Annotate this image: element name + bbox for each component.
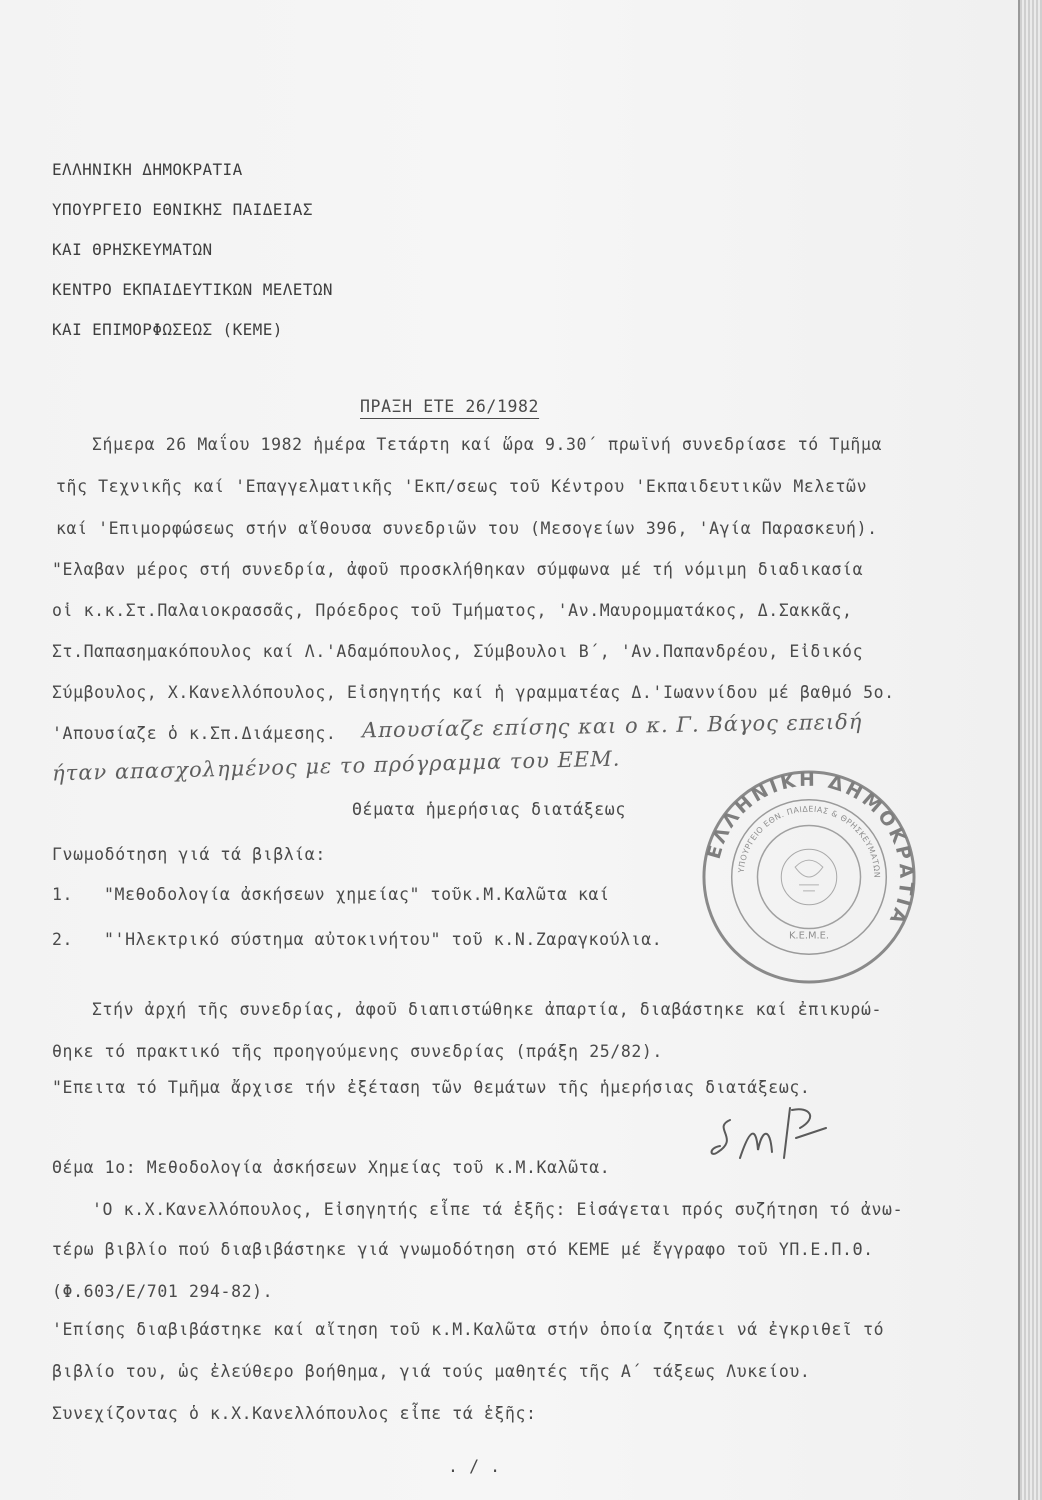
paragraph-line: (Φ.603/Ε/701 294-82).: [52, 1282, 274, 1301]
agenda-item-number: 2.: [52, 930, 74, 949]
stamp-bottom-text: Κ.Ε.Μ.Ε.: [788, 930, 830, 942]
stamp-inner-text: ΥΠΟΥΡΓΕΙΟ ΕΘΝ. ΠΑΙΔΕΙΑΣ & ΘΡΗΣΚΕΥΜΑΤΩΝ: [736, 804, 882, 879]
header-line-2: ΥΠΟΥΡΓΕΙΟ ΕΘΝΙΚΗΣ ΠΑΙΔΕΙΑΣ: [52, 200, 313, 219]
document-title: ΠΡΑΞΗ ΕΤΕ 26/1982: [360, 397, 540, 416]
paragraph-line: θηκε τό πρακτικό τῆς προηγούμενης συνεδρίας (πράξη 25/82).: [52, 1042, 663, 1061]
agenda-item-text: "Μεθοδολογία ἀσκήσεων χημείας" τοῦκ.Μ.Καλῶτα καί: [104, 885, 610, 904]
agenda-item-text: "'Ηλεκτρικό σύστημα αὐτοκινήτου" τοῦ κ.Ν.Ζαραγκούλια.: [104, 930, 663, 949]
paragraph-line: Σήμερα 26 Μαΐου 1982 ἡμέρα Τετάρτη καί ὥρα 9.30΄ πρωϊνή συνεδρίασε τό Τμῆμα: [92, 435, 883, 454]
handwritten-note-line-2: ήταν απασχολημένος με το πρόγραμμα του ΕΕΜ.: [51, 746, 621, 786]
stamp-outer-text: ΕΛΛΗΝΙΚΗ ΔΗΜΟΚΡΑΤΙΑ: [703, 769, 917, 930]
header-line-3: ΚΑΙ ΘΡΗΣΚΕΥΜΑΤΩΝ: [52, 240, 213, 259]
paragraph-line: 'Ο κ.Χ.Κανελλόπουλος, Εἰσηγητής εἶπε τά ἑξῆς: Εἰσάγεται πρός συζήτηση τό ἀνω-: [92, 1200, 904, 1219]
paragraph-line: βιβλίο του, ὡς ἐλεύθερο βοήθημα, γιά τούς μαθητές τῆς Α΄ τάξεως Λυκείου.: [52, 1362, 811, 1381]
paragraph-line: καί 'Επιμορφώσεως στήν αἴθουσα συνεδριῶν του (Μεσογείων 396, 'Αγία Παρασκευή).: [56, 519, 878, 538]
agenda-title: Θέματα ἡμερήσιας διατάξεως: [352, 800, 626, 819]
agenda-intro: Γνωμοδότηση γιά τά βιβλία:: [52, 845, 326, 864]
header-line-1: ΕΛΛΗΝΙΚΗ ΔΗΜΟΚΡΑΤΙΑ: [52, 160, 243, 179]
header-line-4: ΚΕΝΤΡΟ ΕΚΠΑΙΔΕΥΤΙΚΩΝ ΜΕΛΕΤΩΝ: [52, 280, 333, 299]
stamp-emblem: [795, 860, 823, 891]
binding-edge: [1018, 0, 1042, 1500]
paragraph-line: 'Απουσίαζε ὁ κ.Σπ.Διάμεσης.: [52, 724, 337, 743]
paragraph-line: Σύμβουλος, Χ.Κανελλόπουλος, Εἰσηγητής καί ἡ γραμματέας Δ.'Ιωαννίδου μέ βαθμό 5ο.: [52, 683, 895, 702]
paragraph-line: οἱ κ.κ.Στ.Παλαιοκρασσᾶς, Πρόεδρος τοῦ Τμήματος, 'Αν.Μαυρομματάκος, Δ.Σακκᾶς,: [52, 601, 853, 620]
paragraph-line: Συνεχίζοντας ὁ κ.Χ.Κανελλόπουλος εἶπε τά ἑξῆς:: [52, 1404, 537, 1423]
agenda-item-number: 1.: [52, 885, 74, 904]
theme-heading: Θέμα 1ο: Μεθοδολογία ἀσκήσεων Χημείας τοῦ κ.Μ.Καλῶτα.: [52, 1158, 611, 1177]
page-continuation-marker: . / .: [448, 1457, 501, 1476]
header-line-5: ΚΑΙ ΕΠΙΜΟΡΦΩΣΕΩΣ (ΚΕΜΕ): [52, 320, 283, 339]
handwritten-note-line-1: Απουσίαζε επίσης και ο κ. Γ. Βάγος επειδή: [361, 709, 863, 743]
paragraph-line: τῆς Τεχνικῆς καί 'Επαγγελματικῆς 'Εκπ/σεως τοῦ Κέντρου 'Εκπαιδευτικῶν Μελετῶν: [56, 477, 868, 496]
paragraph-line: Στ.Παπασημακόπουλος καί Λ.'Αδαμόπουλος, Σύμβουλοι Β΄, 'Αν.Παπανδρέου, Εἰδικός: [52, 642, 864, 661]
signature: [700, 1098, 830, 1178]
paragraph-line: τέρω βιβλίο πού διαβιβάστηκε γιά γνωμοδότηση στό ΚΕΜΕ μέ ἔγγραφο τοῦ ΥΠ.Ε.Π.Θ.: [52, 1240, 874, 1259]
paragraph-line: Στήν ἀρχή τῆς συνεδρίας, ἀφοῦ διαπιστώθηκε ἀπαρτία, διαβάστηκε καί ἐπικυρώ-: [92, 1000, 883, 1019]
paragraph-line: 'Επίσης διαβιβάστηκε καί αἴτηση τοῦ κ.Μ.Καλῶτα στήν ὁποία ζητάει νά ἐγκριθεῖ τό: [52, 1320, 885, 1339]
paragraph-line: "Ελαβαν μέρος στή συνεδρία, ἀφοῦ προσκλήθηκαν σύμφωνα μέ τή νόμιμη διαδικασία: [52, 560, 864, 579]
official-stamp: [700, 768, 918, 986]
paragraph-line: "Επειτα τό Τμῆμα ἄρχισε τήν ἐξέταση τῶν θεμάτων τῆς ἡμερήσιας διατάξεως.: [52, 1078, 811, 1097]
